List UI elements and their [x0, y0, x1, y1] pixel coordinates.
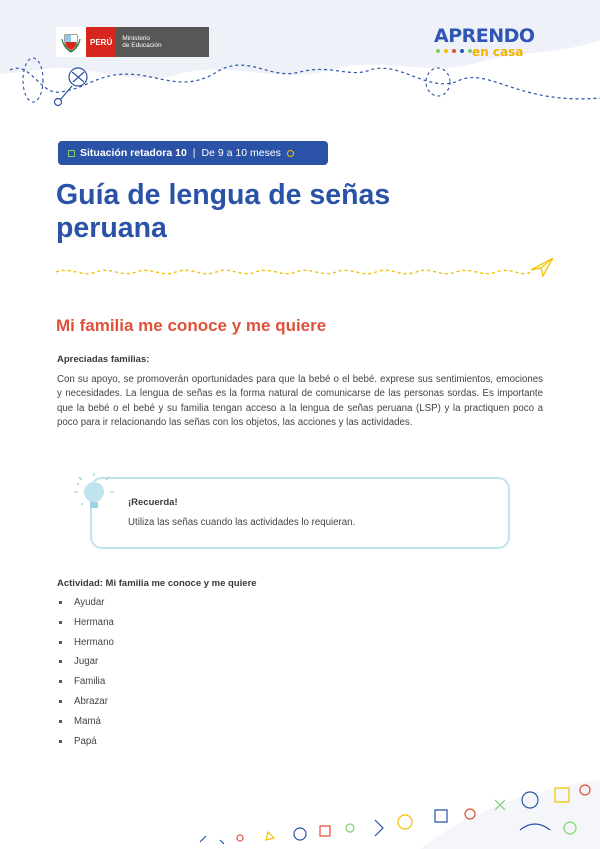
list-item-label: Ayudar: [74, 597, 105, 608]
country-label: PERÚ: [86, 27, 116, 57]
intro-paragraph: Con su apoyo, se promoverán oportunidades para que la bebé o el bebé. exprese sus sentimientos, emociones y necesidades. La lengua de señas es la forma natural de comunicarse de las personas sordas. Es importante que la bebé o el bebé y su familia tengan acceso a la lengua de señas peruana (LSP) y la practiquen poco a poco para ir relacionando las señas con los objetos, las acciones y las actividades.: [57, 374, 543, 428]
bullet-icon: [59, 740, 62, 743]
list-item: [57, 637, 114, 657]
list-item: [57, 597, 114, 617]
list-item: [57, 617, 114, 637]
activity-heading: Actividad: Mi familia me conoce y me quiere: [57, 578, 257, 589]
reminder-box: [90, 477, 510, 549]
brand-subtitle: en casa: [472, 45, 524, 59]
list-item: [57, 676, 114, 696]
list-item-label: Hermana: [74, 616, 114, 628]
greeting: Apreciadas familias:: [57, 354, 150, 365]
ministry-label: Ministerio de Educación: [116, 27, 209, 57]
reminder-title: ¡Recuerda!: [128, 497, 178, 508]
list-item-label: Hermano: [74, 636, 114, 648]
coat-of-arms-icon: [56, 27, 86, 57]
brand-title: APRENDO: [434, 25, 535, 47]
ministry-logo: [56, 27, 209, 57]
list-item: [57, 736, 114, 756]
bullet-icon: [59, 621, 62, 624]
age-range: De 9 a 10 meses: [201, 147, 281, 159]
page-title: Guía de lengua de señas peruana: [56, 179, 391, 244]
square-icon: [68, 150, 75, 157]
list-item-label: Papá: [74, 735, 97, 747]
list-item-label: Mamá: [74, 715, 101, 727]
list-item-label: Jugar: [74, 656, 99, 668]
situation-badge: [58, 141, 328, 165]
section-title: Mi familia me conoce y me quiere: [56, 316, 327, 335]
list-item-label: Familia: [74, 676, 106, 688]
circle-icon: [287, 150, 294, 157]
bullet-icon: [59, 680, 62, 683]
list-item-label: Abrazar: [74, 695, 108, 707]
situation-label: Situación retadora 10: [80, 147, 187, 159]
lightbulb-icon: [70, 472, 114, 522]
bullet-icon: [59, 601, 62, 604]
wavy-divider: [56, 258, 556, 282]
brand-dots: [436, 49, 472, 53]
bullet-icon: [59, 700, 62, 703]
bullet-icon: [59, 641, 62, 644]
list-item: [57, 656, 114, 676]
badge-separator: |: [192, 147, 196, 159]
reminder-text: Utiliza las señas cuando las actividades lo requieran.: [128, 517, 356, 528]
footer-decoration: [190, 770, 600, 849]
aprendo-en-casa-logo: [434, 25, 549, 65]
rattle-icon: [55, 68, 88, 106]
paper-plane-icon: [531, 258, 553, 276]
list-item: [57, 716, 114, 736]
list-item: [57, 696, 114, 716]
sign-word-list: [57, 597, 114, 755]
bullet-icon: [59, 660, 62, 663]
bullet-icon: [59, 720, 62, 723]
